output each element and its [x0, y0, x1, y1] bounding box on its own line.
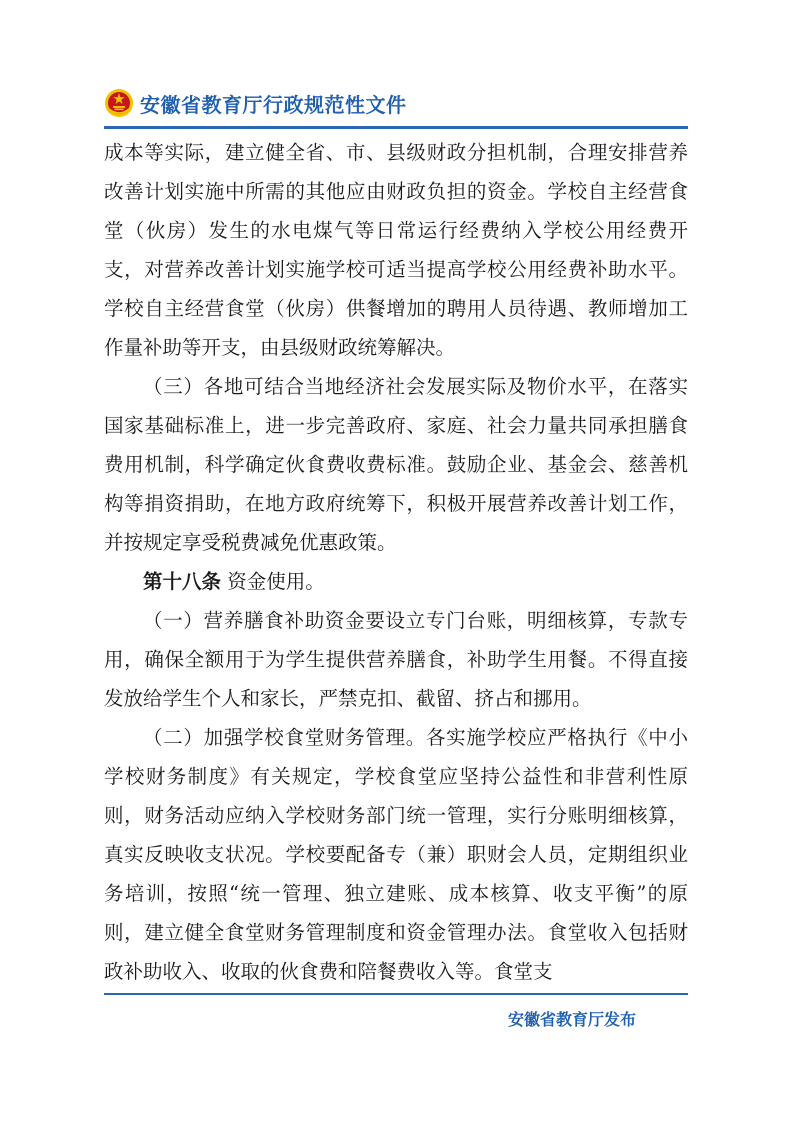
header-divider [104, 126, 688, 129]
document-header [104, 86, 407, 120]
paragraph-item-3: （三）各地可结合当地经济社会发展实际及物价水平，在落实国家基础标准上，进一步完善政府、家庭、社会力量共同承担膳食费用机制，科学确定伙食费收费标准。鼓励企业、基金会、慈善机构等捐资捐助，在地方政府统筹下，积极开展营养改善计划工作，并按规定享受税费减免优惠政策。 [104, 375, 688, 554]
paragraph-item-2: （二）加强学校食堂财务管理。各实施学校应严格执行《中小学校财务制度》有关规定，学校食堂应坚持公益性和非营利性原则，财务活动应纳入学校财务部门统一管理，实行分账明细核算，真实反映收支状况。学校要配备专（兼）职财会人员，定期组织业务培训，按照“统一管理、独立建账、成本核算、收支平衡”的原则，建立健全食堂财务管理制度和资金管理办法。食堂收入包括财政补助收入、收取的伙食费和陪餐费收入等。食堂支 [104, 726, 688, 983]
article-18-heading [104, 562, 688, 601]
publisher-footer: 安徽省教育厅发布 [508, 1010, 637, 1029]
article-title: 资金使用。 [227, 570, 325, 593]
header-title: 安徽省教育厅行政规范性文件 [140, 92, 407, 117]
paragraph-continued-funding: 成本等实际，建立健全省、市、县级财政分担机制，合理安排营养改善计划实施中所需的其他应由财政负担的资金。学校自主经营食堂（伙房）发生的水电煤气等日常运行经费纳入学校公用经费开支，对营养改善计划实施学校可适当提高学校公用经费补助水平。学校自主经营食堂（伙房）供餐增加的聘用人员待遇、教师增加工作量补助等开支，由县级财政统筹解决。 [104, 141, 688, 359]
paragraph-item-1: （一）营养膳食补助资金要设立专门台账，明细核算，专款专用，确保全额用于为学生提供营养膳食，补助学生用餐。不得直接发放给学生个人和家长，严禁克扣、截留、挤占和挪用。 [104, 609, 688, 710]
article-number: 第十八条 [143, 570, 222, 593]
document-body [104, 133, 688, 991]
national-emblem-icon [104, 88, 134, 118]
footer-divider [104, 993, 688, 995]
